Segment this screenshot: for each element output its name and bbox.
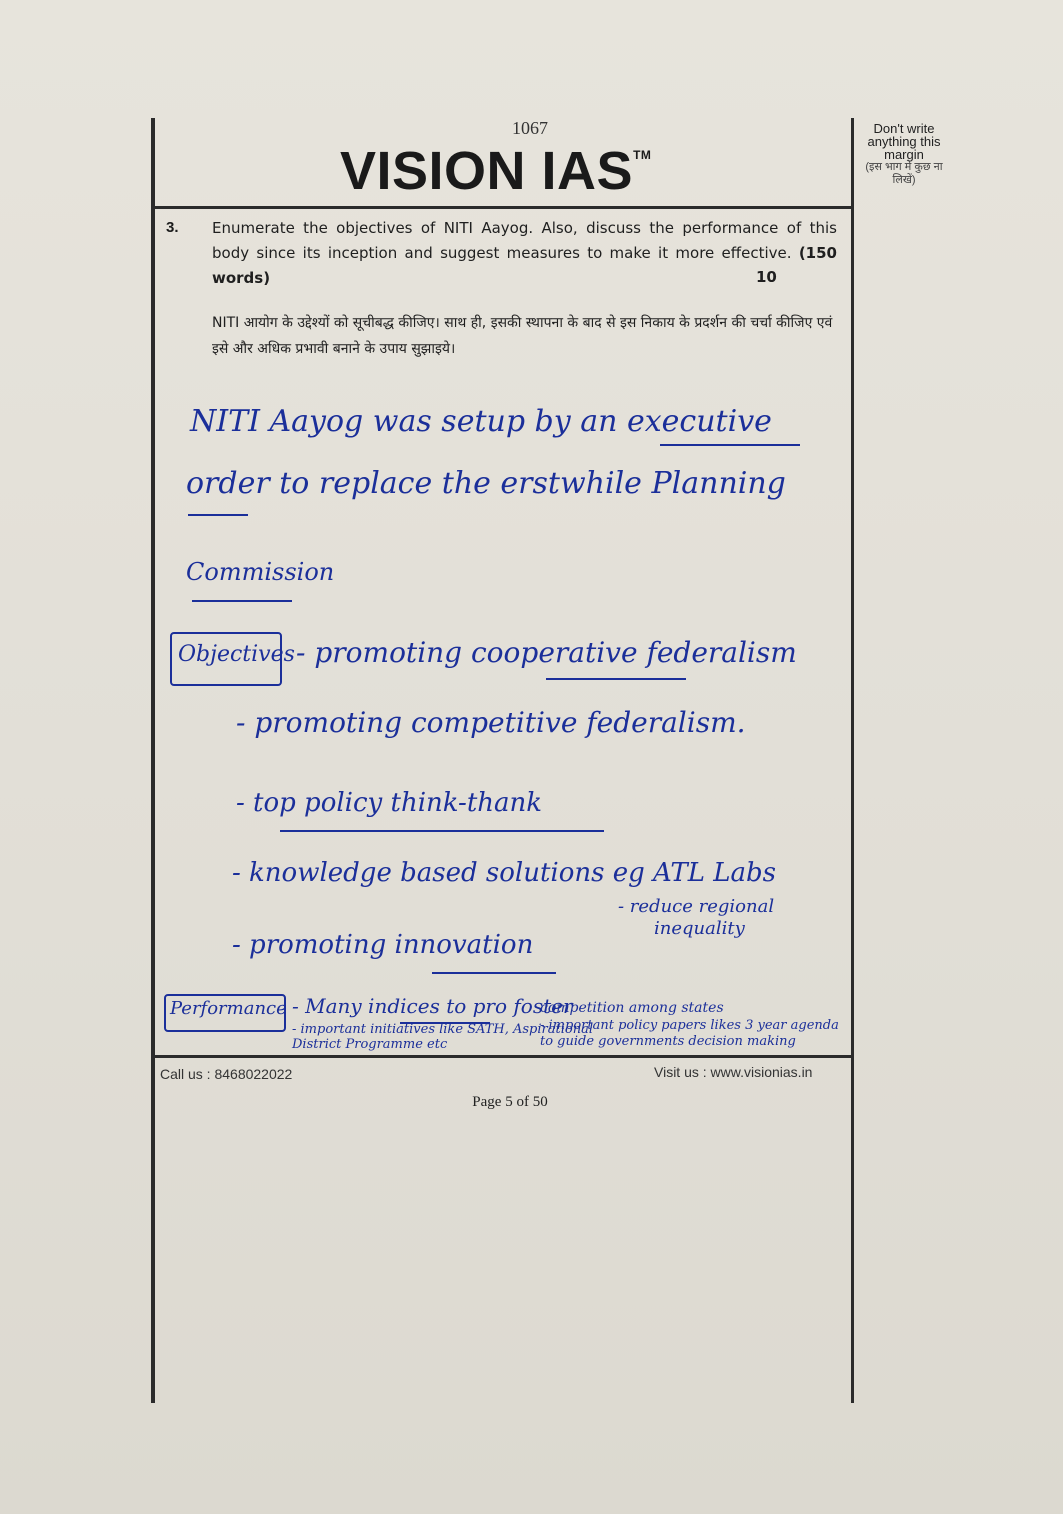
underline-commission <box>192 600 292 602</box>
performance-6: District Programme etc <box>292 1037 448 1052</box>
page-number-text: Page 5 of 50 <box>472 1094 548 1110</box>
underline-order <box>188 514 248 516</box>
trademark-mark: TM <box>633 148 652 162</box>
objective-3: - top policy think-thank <box>236 788 543 818</box>
question-body: Enumerate the objectives of NITI Aayog. Also, discuss the performance of this body since its inception and suggest measures to make it more effective. <box>212 219 837 262</box>
objective-4: - knowledge based solutions eg ATL Labs <box>232 858 776 888</box>
question-marks: 10 <box>756 268 777 286</box>
left-margin-rule <box>151 118 155 1403</box>
underline-executive <box>660 444 800 446</box>
footer-visit: Visit us : www.visionias.in <box>654 1064 813 1080</box>
underline-innovation <box>432 972 556 974</box>
page-id: 1067 <box>512 118 548 138</box>
brand-name: VISION IAS <box>340 141 634 201</box>
answer-line-1: NITI Aayog was setup by an executive <box>190 404 772 439</box>
page-number <box>400 1094 620 1111</box>
question-number: 3. <box>166 219 179 236</box>
performance-3: - important policy papers likes 3 year agenda <box>540 1018 839 1033</box>
question-text-en <box>212 216 837 291</box>
underline-think-tank <box>280 830 604 832</box>
objective-1: - promoting cooperative federalism <box>296 636 797 669</box>
performance-5: - important initiatives like SATH, Aspirational <box>292 1022 593 1037</box>
answer-line-3: Commission <box>186 558 335 586</box>
word-limit: (150 words) <box>212 244 837 287</box>
performance-4: to guide governments decision making <box>540 1034 796 1049</box>
margin-note-hi: (इस भाग में कुछ ना लिखें) <box>865 161 943 186</box>
performance-label: Performance <box>170 998 287 1019</box>
objective-6b: inequality <box>654 918 745 939</box>
performance-1: - Many indices to pro foster <box>292 994 573 1018</box>
margin-note-en: Don't write anything this margin <box>867 121 941 162</box>
objectives-label: Objectives <box>178 642 295 667</box>
footer-call: Call us : 8468022022 <box>160 1066 293 1082</box>
margin-note <box>856 122 952 187</box>
right-margin-rule <box>851 118 854 1403</box>
performance-2: competition among states <box>540 1000 724 1016</box>
underline-cooperative <box>546 678 686 680</box>
objective-5: - promoting innovation <box>232 930 534 960</box>
answer-line-2: order to replace the erstwhile Planning <box>186 466 786 501</box>
objective-2: - promoting competitive federalism. <box>236 706 746 739</box>
footer-rule <box>151 1055 854 1058</box>
question-text-hi: NITI आयोग के उद्देश्यों को सूचीबद्ध कीजिए। साथ ही, इसकी स्थापना के बाद से इस निकाय के प्रदर्शन की चर्चा कीजिए एवं इसे और अधिक प्रभावी बनाने के उपाय सुझाइये। <box>212 315 833 357</box>
brand-logo <box>340 140 740 202</box>
objective-6a: - reduce regional <box>618 896 775 917</box>
header-rule <box>151 206 854 209</box>
